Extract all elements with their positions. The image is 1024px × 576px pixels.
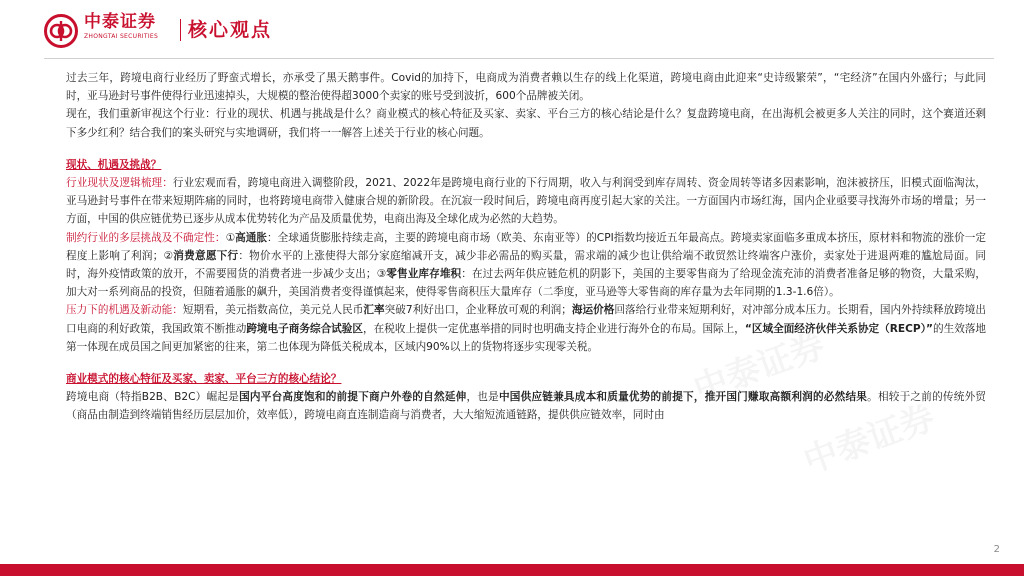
bullet-lead: 制约行业的多层挑战及不确定性： bbox=[66, 231, 226, 244]
bullet-lead: 压力下的机遇及新动能： bbox=[66, 304, 183, 317]
page-number: 2 bbox=[993, 544, 1000, 555]
bullet-text: ① bbox=[225, 231, 236, 244]
key-term: 跨境电子商务综合试验区 bbox=[246, 322, 364, 335]
bullet-text: 突破7利好出口，企业释放可观的利润； bbox=[384, 304, 572, 317]
bullet-text: ：物价水平的上涨使得大部分家庭缩减开支，减少非必需品的购买量，需求端的减少也让供给端不敢贸然让终端客户涨价，卖家处于进退两难的尴尬局面。同时，海外疫情政策的放开，不需要囤货的消费者进一步减少支出；③ bbox=[66, 249, 987, 281]
body-text: 跨境电商（特指B2B、B2C）崛起是 bbox=[66, 391, 240, 404]
bullet-text: 行业宏观而看，跨境电商进入调整阶段，2021、2022年是跨境电商行业的下行周期，收入与利润受到库存周转、资金周转等诸多因素影响，泡沫被挤压，旧模式面临淘汰，亚马逊封号事件在带来短期阵痛的同时，也将跨境电商带入健康合规的新阶段。在沉寂一段时间后，跨境电商再度引起大家的关注。一方面国内市场红海，国内企业亟要寻找海外市场的增量；另一方面，中国的供应链优势已逐步从成本优势转化为产品及质量优势，电商出海及全球化成为必然的大趋势。 bbox=[66, 177, 987, 226]
body-text: ，也是 bbox=[466, 391, 499, 404]
brand-block bbox=[84, 12, 158, 41]
section-heading-text: 商业模式的核心特征及买家、卖家、平台三方的核心结论？ bbox=[66, 373, 342, 386]
key-term: 高通胀 bbox=[235, 231, 268, 244]
bullet-lead: 行业现状及逻辑梳理： bbox=[66, 177, 173, 190]
key-term: 国内平台高度饱和的前提下商户外卷的自然延伸 bbox=[239, 391, 467, 404]
key-term: 海运价格 bbox=[571, 304, 615, 317]
bullet-text: ：在过去两年供应链危机的阴影下，美国的主要零售商为了给现金流充沛的消费者准备足够的物资，大量采购，加大对一系列商品的投资，但随着通胀的飙升，美国消费者变得谨慎起来，使得零售商积压大量库存（二季度，亚马逊等大零售商的库存量为去年同期的1.3-1.6倍）。 bbox=[66, 268, 987, 299]
brand-name-en: ZHONGTAI SECURITIES bbox=[84, 33, 159, 40]
footer-bar bbox=[0, 564, 1024, 576]
bullet-opportunities bbox=[66, 301, 986, 356]
brand-name-cn: 中泰证券 bbox=[84, 12, 156, 32]
bullet-industry-status bbox=[66, 174, 986, 229]
key-term: 中国供应链兼具成本和质量优势的前提下，推开国门赚取高额利润的必然结果 bbox=[498, 391, 868, 404]
bullet-text: ，在税收上提供一定优惠举措的同时也明确支持企业进行海外仓的布局。国际上， bbox=[363, 322, 745, 335]
business-model-paragraph bbox=[66, 388, 986, 424]
header-rule bbox=[44, 58, 994, 59]
key-term: 零售业库存堆积 bbox=[386, 268, 462, 281]
intro-paragraph: 现在，我们重新审视这个行业：行业的现状、机遇与挑战是什么？商业模式的核心特征及买家、卖家、平台三方的核心结论是什么？复盘跨境电商，在出海机会被更多人关注的同时，这个赛道还剩下多少红利？结合我们的案头研究与实地调研，我们将一一解答上述关于行业的核心问题。 bbox=[66, 108, 986, 139]
title-divider bbox=[180, 19, 181, 41]
intro-paragraph: 过去三年，跨境电商行业经历了野蛮式增长，亦承受了黑天鹅事件。Covid的加持下，电商成为消费者赖以生存的线上化渠道，跨境电商由此迎来“史诗级繁荣”，“宅经济”在国内外盛行；与此同时，亚马逊封号事件使得行业迅速掉头，大规模的整治使得超3000个卖家的账号受到波折，600个品牌被关闭。 bbox=[66, 72, 986, 103]
bullet-text: 的生效落地第一体现在成员国之间更加紧密的往来，第二也体现为降低关税成本，区域内90%以上的货物将逐步实现零关税。 bbox=[66, 322, 987, 353]
zhongtai-logo-icon bbox=[44, 14, 78, 48]
bullet-text: 短期看，美元指数高位，美元兑人民币 bbox=[182, 304, 364, 317]
bullet-text: 回落给行业带来短期利好，对冲部分成本压力。长期看，国内外持续释放跨境出口电商的利好政策，我国政策不断推动 bbox=[66, 304, 987, 335]
slide-header bbox=[0, 0, 1024, 64]
slide-body bbox=[66, 69, 986, 425]
section-heading-business-model bbox=[66, 370, 986, 388]
bullet-text: ：全球通货膨胀持续走高，主要的跨境电商市场（欧美、东南亚等）的CPI指数均接近五年最高点。跨境卖家面临多重成本挤压，原材料和物流的涨价一定程度上影响了利润；② bbox=[66, 231, 987, 262]
key-term: “区域全面经济伙伴关系协定（RECP）” bbox=[744, 322, 933, 335]
bullet-challenges bbox=[66, 229, 986, 302]
section-heading-status bbox=[66, 156, 986, 174]
page-title: 核心观点 bbox=[188, 19, 273, 41]
body-text: 。相较于之前的传统外贸（商品由制造到终端销售经历层层加价，效率低），跨境电商直连制造商与消费者，大大缩短流通链路，提供供应链效率，同时由 bbox=[66, 391, 986, 422]
key-term: 消费意愿下行 bbox=[173, 249, 239, 262]
key-term: 汇率 bbox=[363, 304, 385, 317]
section-heading-text: 现状、机遇及挑战？ bbox=[66, 158, 162, 171]
